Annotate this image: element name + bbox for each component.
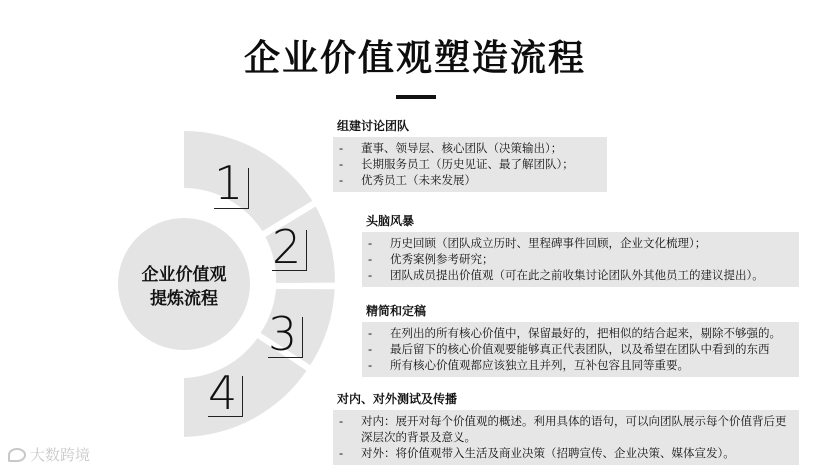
step-number-4: 4 (208, 366, 238, 420)
list-item-text: 长期服务员工（历史见证、最了解团队）； (361, 157, 574, 171)
list-item-text: 对内：展开对每个价值观的概述。利用具体的语句，可以向团队展示每个价值背后更深层次的背景及意义。 (361, 414, 787, 444)
list-item-text: 历史回顾（团队成立历时、里程碑事件回顾，企业文化梳理）； (390, 236, 707, 250)
list-item (339, 413, 791, 445)
step-bracket-4 (208, 376, 243, 417)
step-block-3 (362, 302, 799, 377)
list-item (339, 156, 599, 172)
step-number-2: 2 (272, 220, 302, 274)
list-item-text: 优秀员工（未来发展） (361, 173, 476, 187)
list-item-text: 对外：将价值观带入生活及商业决策（招聘宣传、企业决策、媒体宣发）。 (361, 446, 735, 460)
step-bracket-2 (272, 230, 307, 271)
list-item-text: 团队成员提出价值观（可在此之前收集讨论团队外其他员工的建议提出）。 (390, 268, 764, 282)
bullet-marker: - (368, 268, 373, 282)
step-bracket-3 (268, 317, 303, 358)
watermark (8, 444, 90, 465)
step-block-2 (362, 212, 799, 287)
list-item (339, 140, 599, 156)
list-item (368, 235, 791, 251)
bullet-marker: - (368, 252, 373, 266)
step-number-3: 3 (268, 307, 298, 361)
list-item-text: 所有核心价值观都应该独立且并列，互补包容且同等重要。 (390, 358, 689, 372)
bullet-marker: - (339, 446, 344, 460)
center-label-line-2: 提炼流程 (150, 289, 218, 309)
list-item (339, 445, 791, 461)
bullet-marker: - (339, 414, 344, 428)
list-item-text: 优秀案例参考研究； (390, 252, 494, 266)
step-number-1: 1 (214, 156, 244, 210)
step-block-1 (333, 117, 607, 192)
list-item (368, 325, 791, 341)
list-item (368, 357, 791, 373)
page-title: 企业价值观塑造流程 (243, 38, 586, 79)
bullet-marker: - (339, 173, 344, 187)
step-box-3 (362, 322, 799, 377)
watermark-text: 大数跨境 (30, 446, 91, 464)
step-heading-4: 对内、对外测试及传播 (337, 392, 458, 406)
step-heading-3: 精简和定稿 (366, 304, 427, 318)
center-label-line-1: 企业价值观 (141, 265, 227, 285)
list-item-text: 最后留下的核心价值观要能够真正代表团队，以及希望在团队中看到的东西 (390, 342, 770, 356)
list-item (368, 267, 791, 283)
list-item (368, 341, 791, 357)
step-heading-2: 头脑风暴 (366, 214, 415, 228)
step-box-1 (333, 137, 607, 192)
list-item-text: 在列出的所有核心价值中，保留最好的，把相似的结合起来，剔除不够强的。 (390, 326, 781, 340)
step-block-4 (333, 390, 799, 465)
step-box-2 (362, 232, 799, 287)
bullet-marker: - (368, 358, 373, 372)
list-item (368, 251, 791, 267)
list-item (339, 172, 599, 188)
step-box-4 (333, 410, 799, 465)
step-heading-1: 组建讨论团队 (337, 119, 410, 133)
bullet-marker: - (368, 342, 373, 356)
bullet-marker: - (339, 141, 344, 155)
list-item-text: 董事、领导层、核心团队（决策输出）； (361, 141, 563, 155)
bullet-marker: - (368, 326, 373, 340)
bullet-marker: - (368, 236, 373, 250)
watermark-logo-icon (8, 448, 26, 462)
step-bracket-1 (214, 168, 249, 209)
center-label (130, 263, 238, 311)
bullet-marker: - (339, 157, 344, 171)
